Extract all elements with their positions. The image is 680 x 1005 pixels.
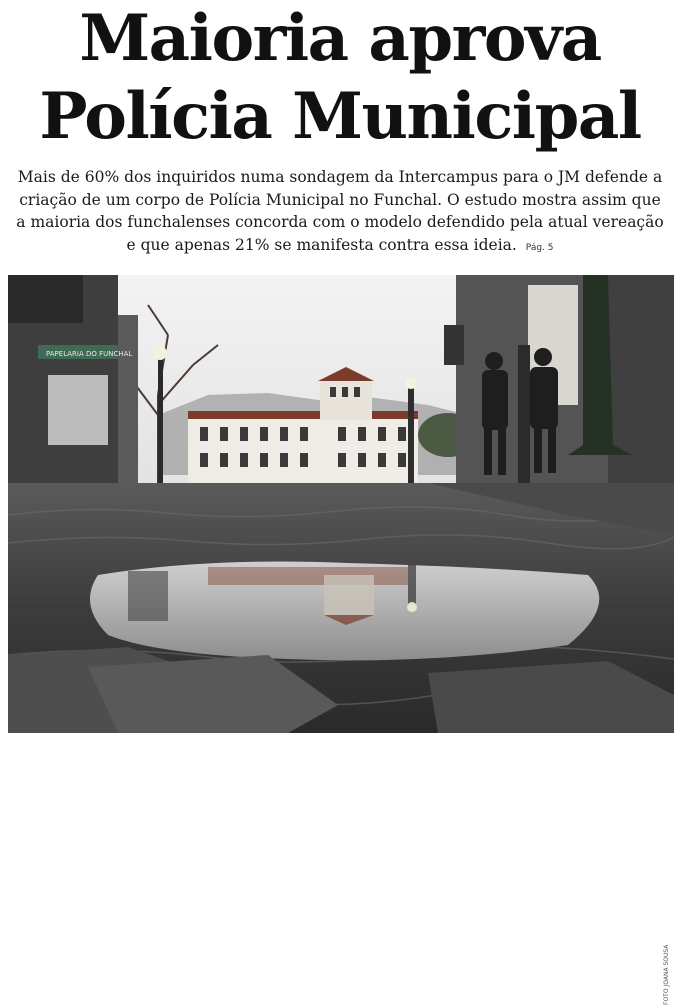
photo-illustration (8, 275, 674, 733)
lede-text: Mais de 60% dos inquiridos numa sondagem da Intercampus para o JM defende a criação de um corpo de Polícia Municipal no Funchal. O estudo mostra assim que a maioria dos funchalenses concorda com o modelo defendido pela atual vereação e que apenas 21% se manifesta contra essa ideia. (16, 168, 664, 254)
page-reference: Pág. 5 (525, 242, 554, 253)
lede-paragraph (14, 166, 666, 259)
photo-credit: FOTO JOANA SOUSA (663, 944, 670, 1005)
shop-sign: PAPELARIA DO FUNCHAL (46, 350, 133, 358)
headline (0, 0, 680, 156)
news-photo (8, 275, 674, 1005)
headline-line-1: Maioria aprova (79, 1, 601, 76)
headline-line-2: Polícia Municipal (39, 79, 641, 154)
